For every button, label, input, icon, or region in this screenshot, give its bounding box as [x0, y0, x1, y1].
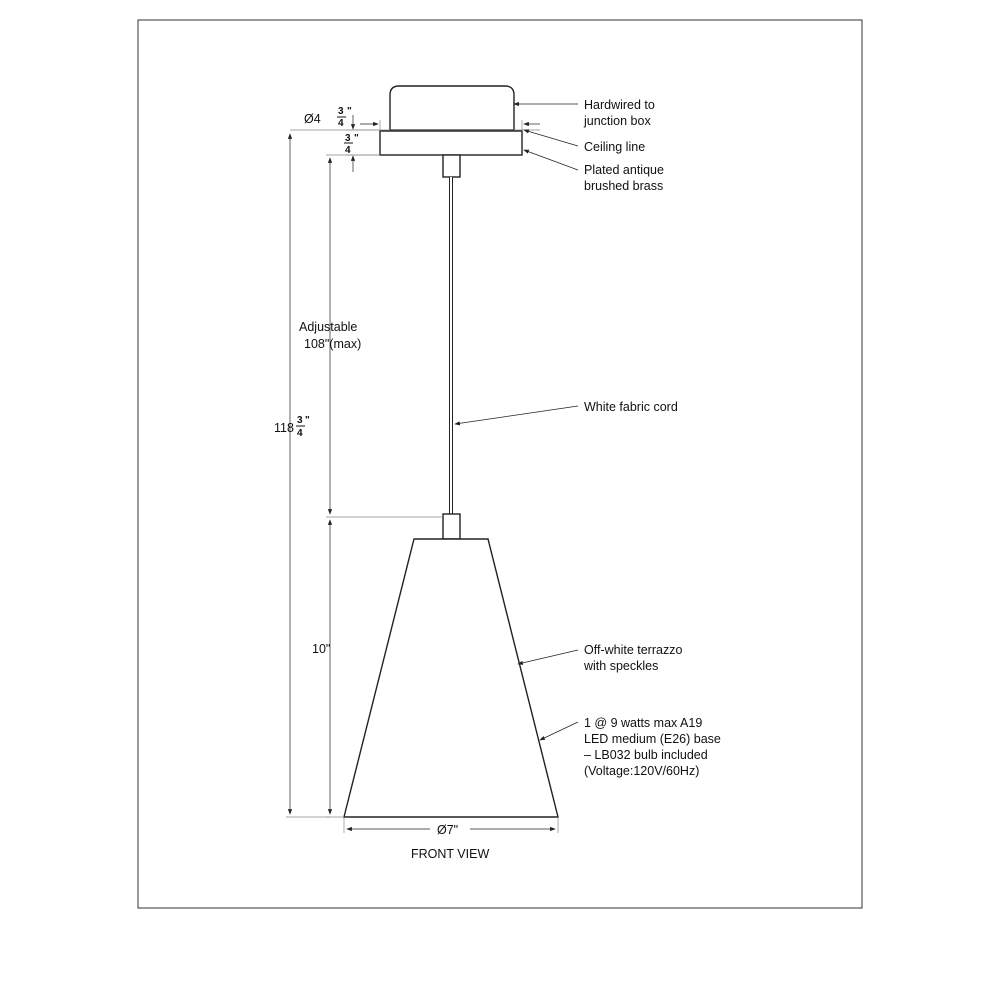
shade-coupling [443, 514, 460, 539]
svg-text:Adjustable: Adjustable [299, 320, 358, 334]
svg-text:1 @ 9 watts max A19: 1 @ 9 watts max A19 [584, 716, 703, 730]
callout-fabric-cord: White fabric cord [584, 400, 678, 414]
canopy-height-dim [344, 133, 359, 156]
svg-text:Off-white terrazzo: Off-white terrazzo [584, 643, 683, 657]
canopy [380, 131, 522, 155]
svg-text:Hardwired to: Hardwired to [584, 98, 655, 112]
callout-canopy-finish [584, 163, 664, 193]
svg-text:Plated antique: Plated antique [584, 163, 664, 177]
svg-text:Ø4: Ø4 [304, 112, 321, 126]
overall-height-dim [274, 415, 310, 439]
svg-text:118: 118 [274, 421, 294, 435]
callout-shade-material [583, 643, 682, 673]
svg-text:4: 4 [345, 145, 351, 156]
svg-text:– LB032 bulb included: – LB032 bulb included [584, 748, 708, 762]
svg-text:3: 3 [345, 133, 351, 144]
shade-height-dim [312, 642, 330, 656]
shade-diameter-dim: Ø7" [437, 823, 459, 837]
view-label: FRONT VIEW [411, 847, 490, 861]
svg-text:": " [354, 133, 359, 144]
junction-box [390, 86, 514, 130]
canopy-diameter-dim [304, 106, 352, 129]
svg-text:": " [347, 106, 352, 117]
svg-text:4: 4 [297, 428, 303, 439]
svg-text:4: 4 [338, 118, 344, 129]
callout-bulb-spec [584, 716, 721, 778]
svg-text:brushed brass: brushed brass [584, 179, 664, 193]
callout-ceiling-line: Ceiling line [584, 140, 646, 154]
terrazzo-shade [344, 539, 558, 817]
canopy-coupling [443, 155, 460, 177]
svg-text:10": 10" [312, 642, 331, 656]
svg-text:(Voltage:120V/60Hz): (Voltage:120V/60Hz) [584, 764, 700, 778]
svg-text:with speckles: with speckles [584, 659, 659, 673]
svg-text:108"(max): 108"(max) [304, 337, 362, 351]
svg-text:3: 3 [297, 415, 303, 426]
svg-text:3: 3 [338, 106, 344, 117]
callout-junction-box [583, 98, 655, 128]
svg-text:junction box: junction box [584, 114, 651, 128]
svg-text:LED medium (E26) base: LED medium (E26) base [584, 732, 721, 746]
svg-text:": " [305, 415, 310, 426]
